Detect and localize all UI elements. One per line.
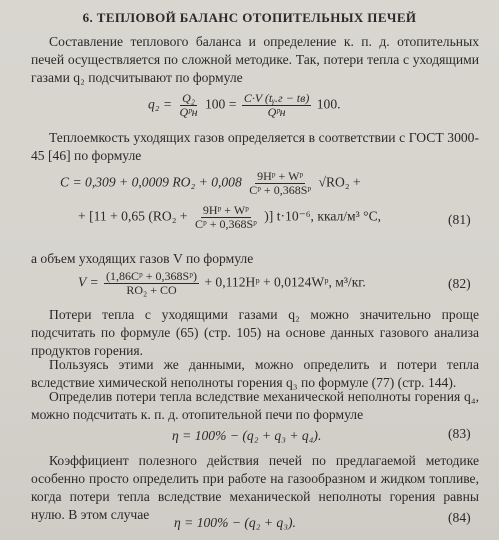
formula-c-line1-fraction bbox=[247, 170, 313, 197]
formula-q2-tail: 100. bbox=[316, 96, 341, 112]
formula-c-line1-lhs: C = 0,309 + 0,0009 RO₂ + 0,008 bbox=[60, 174, 242, 190]
formula-c-line2-tail: )] t·10⁻⁶, ккал/м³ °C, bbox=[264, 208, 382, 224]
paragraph-simpler-q2: Потери тепла с уходящими газами q₂ можно значительно проще подсчитать по формуле (65) (стр. 105) на основе данных газового анализа продуктов горения. bbox=[31, 307, 479, 358]
formula-q2-fraction-1 bbox=[178, 92, 200, 119]
formula-v-tail: + 0,112Hᵖ + 0,0124Wᵖ, м³/кг. bbox=[204, 274, 366, 290]
formula-q2 bbox=[148, 92, 341, 119]
formula-c-line2 bbox=[78, 204, 381, 231]
paragraph-volume: а объем уходящих газов V по формуле bbox=[31, 251, 254, 266]
formula-c-line1 bbox=[60, 170, 361, 197]
paragraph-intro: Составление теплового баланса и определение к. п. д. отопительных печей осуществляется по сложной методике. Так, потери тепла с уходящими газами q₂ подсчитывают по формуле bbox=[31, 34, 479, 85]
formula-84: η = 100% − (q₂ + q₃). bbox=[174, 515, 296, 530]
equation-number-84: (84) bbox=[448, 510, 471, 525]
formula-v-lhs: V = bbox=[78, 274, 99, 290]
paragraph-q3: Пользуясь этими же данными, можно определить и потери тепла вследствие химической неполноты горения q₃ по формуле (77) (стр. 144). bbox=[31, 357, 479, 390]
section-heading: 6. ТЕПЛОВОЙ БАЛАНС ОТОПИТЕЛЬНЫХ ПЕЧЕЙ bbox=[82, 10, 417, 25]
formula-v bbox=[78, 270, 366, 297]
formula-c-line1-numerator: 9Hᵖ + Wᵖ bbox=[257, 169, 304, 183]
equation-number-81: (81) bbox=[448, 212, 471, 227]
formula-q2-f2-denominator: Qᵖн bbox=[267, 105, 286, 119]
formula-q2-lhs: q₂ = bbox=[148, 96, 173, 112]
formula-v-numerator: (1,86Cᵖ + 0,368Sᵖ) bbox=[106, 269, 197, 283]
formula-v-denominator: RO₂ + CO bbox=[126, 283, 177, 297]
formula-c-line2-denominator: Cᵖ + 0,368Sᵖ bbox=[194, 217, 257, 231]
formula-q2-f1-numerator: Q₂ bbox=[182, 91, 195, 105]
formula-c-line2-numerator: 9Hᵖ + Wᵖ bbox=[202, 203, 249, 217]
paragraph-q4: Определив потери тепла вследствие механической неполноты горения q₄, можно подсчитать к. п. д. отопительной печи по формуле bbox=[31, 389, 479, 422]
formula-q2-fraction-2 bbox=[242, 92, 312, 119]
formula-c-line1-denominator: Cᵖ + 0,368Sᵖ bbox=[249, 183, 312, 197]
formula-q2-f2-numerator: C·V (tᵧ.г − tв) bbox=[243, 91, 310, 105]
formula-83: η = 100% − (q₂ + q₃ + q₄). bbox=[172, 428, 322, 443]
equation-number-82: (82) bbox=[448, 276, 471, 291]
formula-q2-f1-denominator: Qᵖн bbox=[179, 105, 198, 119]
formula-q2-mult: 100 = bbox=[204, 96, 237, 112]
equation-number-83: (83) bbox=[448, 426, 471, 441]
formula-c-line2-head: + [11 + 0,65 (RO₂ + bbox=[78, 208, 188, 224]
paragraph-heat-capacity: Теплоемкость уходящих газов определяется в соответствии с ГОСТ 3000-45 [46] по формуле bbox=[31, 130, 479, 163]
paragraph-efficiency: Коэффициент полезного действия печей по предлагаемой методике особенно просто определить при работе на газообразном и жидком топливе, когда потери тепла вследствие механической неполноты горения равны нулю. В этом случае bbox=[31, 453, 479, 522]
formula-c-line2-fraction bbox=[193, 204, 259, 231]
formula-v-fraction bbox=[104, 270, 199, 297]
formula-c-line1-tail: √RO₂ + bbox=[318, 174, 361, 190]
